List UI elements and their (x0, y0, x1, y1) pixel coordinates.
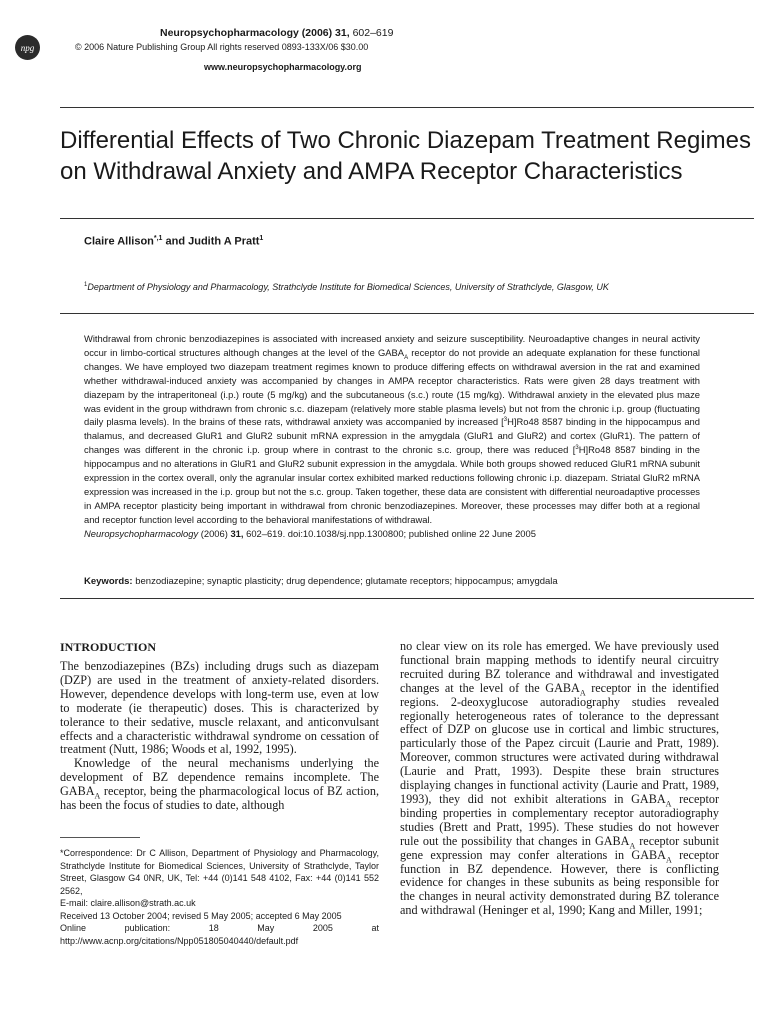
right-sub-4: A (665, 855, 672, 865)
abstract-text-2: receptor do not provide an adequate explanation for these functional changes. We have employed two diazepam treatment regimes known to produce differing effects on withdrawal aversion in the rat and examined whether withdrawal-induced anxiety was accompanied by changes in AMPA receptor characteristics. Rats were given 28 days treatment with diazepam by the intraperitoneal (i.p.) route (5 mg/kg) and the subcutaneous (s.c.) route (15 mg/kg). Withdrawal anxiety in the elevated plus maze was evident in the group withdrawn from chronic s.c. diazepam (relatively more stable plasma levels) but not from the chronic i.p. group (fluctuating daily plasma levels). In the brains of these rats, withdrawal anxiety was accompanied by increased [ (84, 346, 700, 428)
journal-pages: 602–619 (352, 27, 394, 39)
journal-name: Neuropsychopharmacology (2006) 31, (160, 27, 350, 39)
intro-p2-text-2: receptor, being the pharmacological locus of BZ action, has been the focus of studies to date, although (60, 784, 379, 813)
abstract-citation (84, 527, 700, 541)
journal-website[interactable]: www.neuropsychopharmacology.org (204, 62, 362, 72)
npg-logo-text: npg (20, 42, 35, 53)
received-dates: Received 13 October 2004; revised 5 May 2005; accepted 6 May 2005 (60, 910, 342, 921)
author-1-affil: *,1 (153, 235, 163, 242)
online-publication[interactable]: Online publication: 18 May 2005 at http://www.acnp.org/citations/Npp051805040440/default.pdf (60, 923, 379, 946)
citation-rest: 602–619. doi:10.1038/sj.npp.1300800; published online 22 June 2005 (243, 527, 536, 539)
affiliation-marker: 1 (84, 282, 88, 288)
intro-paragraph-continued (400, 640, 719, 918)
footnote-rule (60, 837, 140, 838)
abstract-sub: A (404, 354, 409, 361)
keywords-bottom-rule (60, 598, 754, 599)
intro-paragraph-1: The benzodiazepines (BZs) including drugs such as diazepam (DZP) are used in the treatment of anxiety-related disorders. However, dependence develops with long-term use, even at low to moderate (ie therapeutic) doses. This is characterized by tolerance to their sedative, muscle relaxant, and anticonvulsant effects and a characteristic withdrawal syndrome on cessation of treatment (Nutt, 1986; Woods et al, 1992, 1995). (60, 659, 379, 757)
right-text-e: receptor function in BZ dependence. However, there is conflicting evidence for changes in these subunits as being responsible for the changes in neural activity demonstrated during BZ tolerance and withdrawal (Heninger et al, 1990; Kang and Miller, 1991; (400, 847, 719, 918)
abstract (84, 332, 700, 541)
author-2-affil: 1 (259, 235, 264, 242)
citation-volume: 31, (230, 527, 244, 539)
intro-p2-sub: A (94, 791, 101, 801)
abstract-text-4: H]Ro48 8587 binding in the hippocampus and no alterations in GluR1 and GluR2 subunit expression in the amygdala. While both groups showed reduced GluR1 mRNA subunit expression in the cortex overall, only the agranular insular cortex exhibited marked reductions following chronic i.p. diazepam. Striatal GluR2 mRNA expression was increased in the i.p. group but not the s.c. group. Taken together, these data are consistent with differential neuroadaptive processes in AMPA receptor plasticity being important in withdrawal from chronic benzodiazepines. Moreover, these processes may differ both at a regional and receptor function level according to the behavioral manifestations of withdrawal. (84, 444, 700, 525)
section-heading: INTRODUCTION (60, 640, 157, 654)
correspondence-note: *Correspondence: Dr C Allison, Department of Physiology and Pharmacology, Strathclyde Institute for Biomedical Sciences, University of Strathclyde, Taylor Street, Glasgow G4 0NR, UK, Tel: +44 (0)141 548 4102, Fax: +44 (0)141 552 2562, (60, 848, 379, 896)
npg-logo (15, 35, 40, 60)
left-column (60, 660, 379, 813)
copyright-line: © 2006 Nature Publishing Group All rights reserved 0893-133X/06 $30.00 (75, 42, 369, 52)
affiliation-text: Department of Physiology and Pharmacology, Strathclyde Institute for Biomedical Sciences, University of Strathclyde, Glasgow, UK (87, 282, 609, 292)
right-sub-3: A (629, 841, 636, 851)
abstract-text-3: H]Ro48 8587 binding in the hippocampus and thalamus, and decreased GluR1 and GluR2 subunit mRNA expression in the amygdala (GluR1 and GluR2) and cortex (GluR1). The pattern of changes was different in the chronic i.p. group where in contrast to the chronic s.c. group, there was reduced [ (84, 416, 700, 456)
right-column (400, 640, 719, 918)
title-rule (60, 218, 754, 219)
abstract-top-rule (60, 313, 754, 314)
abstract-text-1: Withdrawal from chronic benzodiazepines is associated with increased anxiety and seizure susceptibility. Neuroadaptive changes in neural activity occur in limbo-cortical structures although changes at the level of the GABA (84, 333, 700, 358)
header-rule (60, 107, 754, 108)
intro-paragraph-2 (60, 757, 379, 813)
keywords (84, 576, 558, 587)
author-2: Judith A Pratt (188, 235, 260, 248)
author-list (84, 235, 263, 248)
article-title: Differential Effects of Two Chronic Diazepam Treatment Regimes on Withdrawal Anxiety and AMPA Receptor Characteristics (60, 127, 751, 185)
right-sub-1: A (579, 688, 586, 698)
author-conj: and (162, 235, 189, 248)
citation-journal: Neuropsychopharmacology (84, 527, 199, 539)
journal-citation-line (160, 27, 393, 39)
citation-year: (2006) (198, 527, 231, 539)
keywords-text: benzodiazepine; synaptic plasticity; drug dependence; glutamate receptors; hippocampus; amygdala (132, 576, 558, 587)
right-sub-2: A (665, 799, 672, 809)
abstract-sup-1: 3 (503, 417, 508, 424)
abstract-sup-2: 3 (575, 445, 579, 452)
author-1: Claire Allison (84, 235, 154, 248)
right-text-d: receptor subunit gene expression may confer alterations in GABA (400, 833, 719, 862)
right-text-c: receptor binding properties in complementary receptor autoradiography studies (Brett and Pratt, 1995). These studies do not however rule out the possibility that changes in GABA (400, 791, 720, 848)
correspondence-email[interactable]: E-mail: claire.allison@strath.ac.uk (60, 898, 196, 908)
keywords-label: Keywords: (84, 576, 133, 587)
right-text-b: receptor in the identified regions. 2-deoxyglucose autoradiography studies revealed regionally heterogeneous rates of tolerance to the depressant effect of DZP on glucose use in cortical and limbic structures, particularly those of the Papez circuit (Laurie and Pratt, 1989). Moreover, common structures were activated during withdrawal (Laurie and Pratt, 1993). Despite these brain structures displaying changes in functional activity (Laurie and Pratt, 1989, 1993), they did not exhibit alterations in GABA (400, 680, 719, 806)
affiliation (84, 282, 609, 292)
right-text-a: no clear view on its role has emerged. We have previously used functional brain mapping methods to identify neural circuitry recruited during BZ tolerance and withdrawal and investigated changes at the level of the GABA (400, 639, 719, 695)
footnotes (60, 847, 379, 947)
intro-p2-text-1: Knowledge of the neural mechanisms underlying the development of BZ dependence remains incomplete. The GABA (60, 756, 379, 799)
